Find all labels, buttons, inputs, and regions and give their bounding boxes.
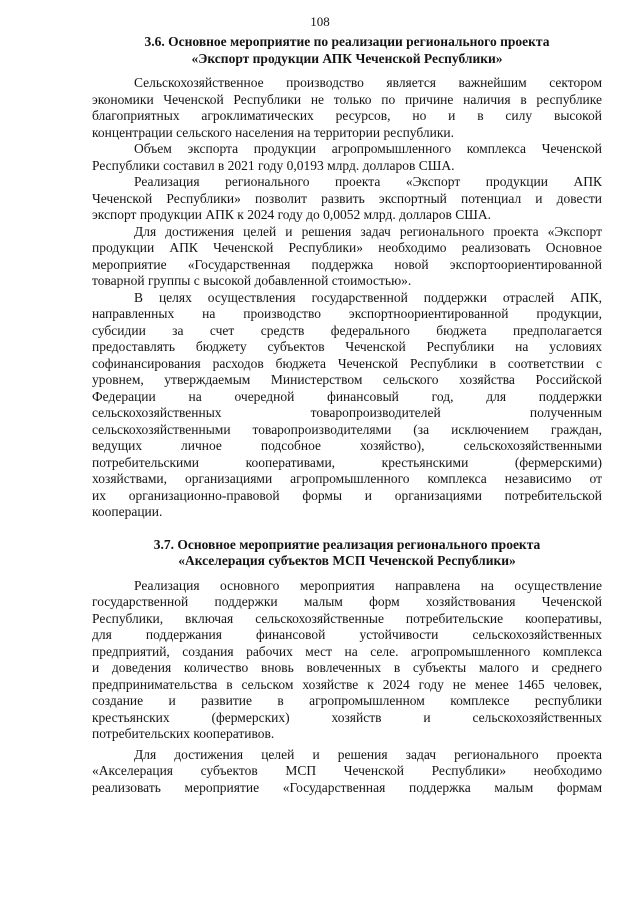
text-line: и доведения количество вновь вовлеченных в субъекты малого и среднего xyxy=(92,660,602,675)
text-line: хозяйствами, организациями агропромышленного комплекса независимо от xyxy=(92,471,602,486)
text-line: благоприятных агроклиматических ресурсов, но и в силу высокой xyxy=(92,108,602,123)
text-line: государственной поддержки малым форм хозяйствования Чеченской xyxy=(92,594,602,609)
text-line: Реализация регионального проекта «Экспорт продукции АПК xyxy=(134,174,602,189)
text-line: продукции АПК Чеченской Республики» необходимо реализовать Основное xyxy=(92,240,602,255)
paragraph xyxy=(92,75,602,141)
text-line: Сельскохозяйственное производство является важнейшим сектором xyxy=(134,75,602,90)
paragraph xyxy=(92,578,602,743)
text-line: Республики, включая сельскохозяйственные потребительские кооперативы, xyxy=(92,610,602,626)
heading-line: 3.6. Основное мероприятие по реализации регионального проекта xyxy=(144,34,550,49)
text-line: софинансирования расходов бюджета Чеченской Республики в соответствии с xyxy=(92,355,602,371)
text-line: мероприятие «Государственная поддержка новой экспортоориентированной xyxy=(92,256,602,272)
text-line: потребительскими кооперативами, крестьянскими (фермерскими) xyxy=(92,454,602,470)
text-line: Для достижения целей и решения задач регионального проекта «Экспорт xyxy=(134,223,602,239)
paragraph xyxy=(92,174,602,224)
text-line: предпринимательства в сельском хозяйстве к 2024 году не менее 1465 человек, xyxy=(92,676,602,692)
paragraph xyxy=(92,224,602,290)
text-line: В целях осуществления государственной поддержки отраслей АПК, xyxy=(134,289,602,305)
text-line: создание и развитие в агропромышленном комплексе республики xyxy=(92,693,602,708)
text-line: Для достижения целей и решения задач регионального проекта xyxy=(134,746,602,762)
text-line: уровнем, утверждаемым Министерством сельского хозяйства Российской xyxy=(92,372,602,387)
heading-line: 3.7. Основное мероприятие реализация регионального проекта xyxy=(153,536,541,552)
text-line: потребительских кооперативов. xyxy=(92,726,275,741)
text-line: сельскохозяйственных товаропроизводителей полученным xyxy=(92,405,602,420)
text-line: ведущих личное подсобное хозяйство), сельскохозяйственными xyxy=(92,438,602,453)
text-line: Федерации на очередной финансовый год, для поддержки xyxy=(92,388,602,404)
text-line: для поддержания финансовой устойчивости сельскохозяйственных xyxy=(92,627,602,642)
text-line: реализовать мероприятие «Государственная поддержка малым формам xyxy=(92,779,602,795)
text-line: Объем экспорта продукции агропромышленного комплекса Чеченской xyxy=(134,141,602,156)
text-line: концентрации сельского населения на территории республики. xyxy=(92,124,455,140)
heading-line: «Акселерация субъектов МСП Чеченской Республики» xyxy=(178,553,516,568)
text-line: предоставлять бюджету субъектов Чеченской Республики на условиях xyxy=(92,339,602,354)
text-line: Чеченской Республики» позволит развить экспортный потенциал и довести xyxy=(92,190,602,206)
text-line: направленных на производство экспортноориентированной продукции, xyxy=(92,306,602,321)
text-line: Республики составил в 2021 году 0,0193 млрд. долларов США. xyxy=(92,157,455,173)
paragraph xyxy=(92,747,602,797)
text-line: экспорт продукции АПК к 2024 году до 0,0052 млрд. долларов США. xyxy=(92,207,492,222)
text-line: Реализация основного мероприятия направлена на осуществление xyxy=(134,577,602,593)
text-line: экономики Чеченской Республики не только по причине наличия в республике xyxy=(92,91,602,107)
text-line: субсидии за счет средств федерального бюджета предполагается xyxy=(92,322,602,338)
text-line: товарной группы с высокой добавленной стоимостью». xyxy=(92,273,412,288)
text-line: сельскохозяйственными товаропроизводителями (за исключением граждан, xyxy=(92,421,602,437)
text-line: крестьянских (фермерских) хозяйств и сельскохозяйственных xyxy=(92,709,602,725)
section-3-6-heading xyxy=(92,34,602,67)
text-line: их организационно-правовой формы и организациями потребительской xyxy=(92,487,602,503)
page-number: 108 xyxy=(310,14,330,29)
paragraph xyxy=(92,141,602,174)
section-3-7-heading xyxy=(92,537,602,570)
heading-line: «Экспорт продукции АПК Чеченской Республики» xyxy=(191,50,503,66)
paragraph xyxy=(92,290,602,521)
text-line: кооперации. xyxy=(92,504,163,519)
text-line: предприятий, создания рабочих мест на селе. агропромышленного комплекса xyxy=(92,643,602,659)
text-line: «Акселерация субъектов МСП Чеченской Республики» необходимо xyxy=(92,763,602,778)
page-body xyxy=(92,34,602,796)
